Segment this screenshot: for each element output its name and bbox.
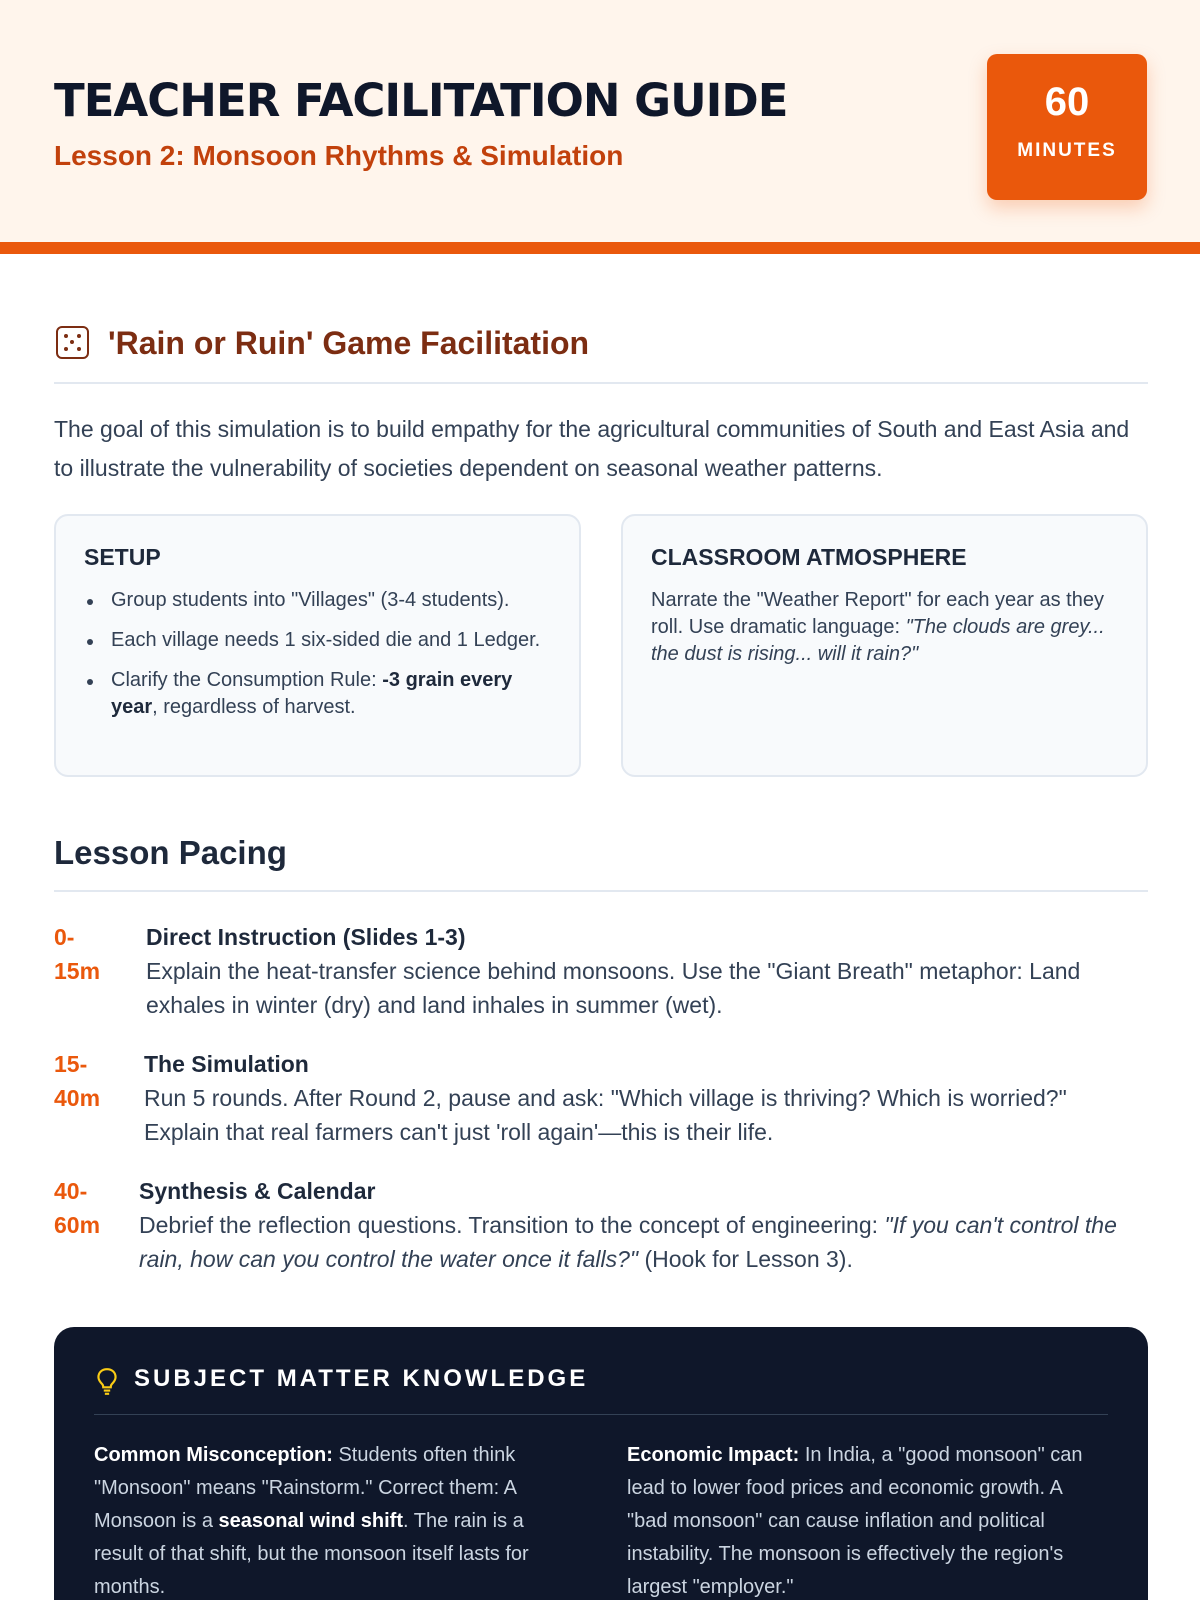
game-section-heading xyxy=(54,322,1148,384)
subject-knowledge-panel xyxy=(54,1327,1148,1600)
setup-card xyxy=(54,514,581,777)
pacing-title: The Simulation xyxy=(144,1051,309,1077)
pacing-time: 15- 40m xyxy=(54,1051,101,1111)
list-item: Clarify the Consumption Rule: -3 grain every year, regardless of harvest. xyxy=(84,667,551,721)
dice-icon xyxy=(56,326,89,359)
setup-list xyxy=(84,587,551,721)
duration-value: 60 xyxy=(1044,80,1090,124)
atmosphere-quote: "The clouds are grey... the dust is rising... will it rain?" xyxy=(651,616,1105,665)
list-item: Each village needs 1 six-sided die and 1 Ledger. xyxy=(84,627,551,654)
pacing-section-title: Lesson Pacing xyxy=(54,834,287,871)
pacing-description: Debrief the reflection questions. Transition to the concept of engineering: "If you can't control the rain, how can you control the water once it falls?" (Hook for Lesson 3). xyxy=(139,1212,1117,1272)
pacing-item xyxy=(54,920,1148,1020)
pacing-title: Direct Instruction (Slides 1-3) xyxy=(146,924,466,950)
atmosphere-card xyxy=(621,514,1148,777)
page-header xyxy=(0,0,1200,254)
lightbulb-icon xyxy=(94,1367,120,1397)
pacing-item xyxy=(54,1174,1148,1274)
pacing-description: Explain the heat-transfer science behind monsoons. Use the "Giant Breath" metaphor: Land exhales in winter (dry) and land inhales in summer (wet). xyxy=(146,958,1081,1018)
pacing-section-heading xyxy=(54,834,1148,892)
game-section-title: 'Rain or Ruin' Game Facilitation xyxy=(108,325,590,361)
atmosphere-title: CLASSROOM ATMOSPHERE xyxy=(651,544,967,570)
setup-title: SETUP xyxy=(84,544,161,570)
lesson-subtitle: Lesson 2: Monsoon Rhythms & Simulation xyxy=(54,140,624,171)
atmosphere-text: Narrate the "Weather Report" for each year as they roll. Use dramatic language: "The clouds are grey... the dust is rising... will it rain?" xyxy=(651,589,1105,665)
consumption-rule: -3 grain every year xyxy=(111,669,513,718)
pacing-time: 40- 60m xyxy=(54,1178,101,1238)
list-item: Group students into "Villages" (3-4 students). xyxy=(84,587,551,614)
hook-quote: "If you can't control the rain, how can you control the water once it falls?" xyxy=(139,1212,1117,1272)
pacing-title: Synthesis & Calendar xyxy=(139,1178,376,1204)
misconception-note: Common Misconception: Students often think "Monsoon" means "Rainstorm." Correct them: A Monsoon is a seasonal wind shift. The rain is a result of that shift, but the monsoon itself lasts for months. xyxy=(94,1444,529,1598)
pacing-item xyxy=(54,1047,1148,1147)
duration-unit: MINUTES xyxy=(1017,140,1117,161)
subject-knowledge-title: SUBJECT MATTER KNOWLEDGE xyxy=(134,1365,589,1392)
duration-badge xyxy=(987,54,1147,200)
subject-knowledge-heading xyxy=(94,1363,1108,1415)
game-intro: The goal of this simulation is to build empathy for the agricultural communities of South and East Asia and to illustrate the vulnerability of societies dependent on seasonal weather patterns. xyxy=(54,416,1130,481)
pacing-description: Run 5 rounds. After Round 2, pause and ask: "Which village is thriving? Which is worried?" Explain that real farmers can't just 'roll again'—this is their life. xyxy=(144,1085,1067,1145)
economic-impact-note: Economic Impact: In India, a "good monsoon" can lead to lower food prices and economic growth. A "bad monsoon" can cause inflation and political instability. The monsoon is effectively the region's largest "employer." xyxy=(627,1444,1083,1598)
page-title: TEACHER FACILITATION GUIDE xyxy=(54,74,788,127)
pacing-time: 0- 15m xyxy=(54,924,101,984)
